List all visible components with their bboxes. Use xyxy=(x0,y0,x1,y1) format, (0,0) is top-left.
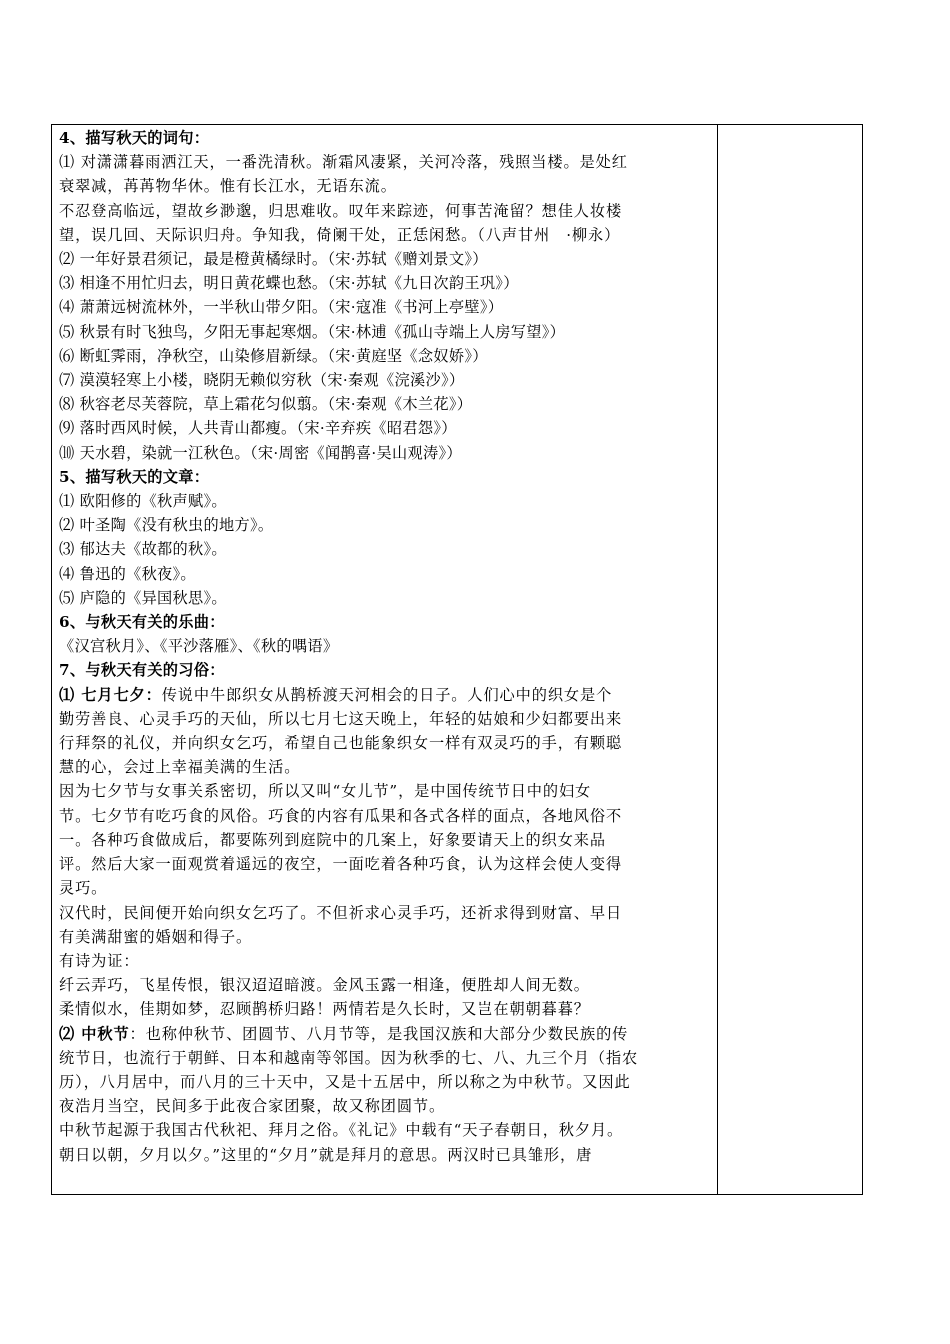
section-heading-7: 7、与秋天有关的习俗： xyxy=(59,661,225,680)
poem-line: 不忍登高临远，望故乡渺邈，归思难收。叹年来踪迹，何事苦淹留？想佳人妆楼 xyxy=(59,201,623,220)
zhongqiu-line: 朝日以朝，夕月以夕。”这里的“夕月”就是拜月的意思。两汉时已具雏形，唐 xyxy=(59,1145,593,1164)
poem-line: 望，误几回、天际识归舟。争知我，倚阑干处，正恁闲愁。（八声甘州 ·柳永） xyxy=(59,225,621,244)
qixi-line: 灵巧。 xyxy=(59,879,108,898)
qixi-line: 评。然后大家一面观赏着遥远的夜空，一面吃着各种巧食，认为这样会使人变得 xyxy=(59,855,623,874)
qixi-line: 柔情似水，佳期如梦，忍顾鹊桥归路！两情若是久长时，又岂在朝朝暮暮？ xyxy=(59,1000,590,1019)
qixi-line: 一。各种巧食做成后，都要陈列到庭院中的几案上，好象要请天上的织女来品 xyxy=(59,830,606,849)
qixi-line: 行拜祭的礼仪，并向织女乞巧，希望自己也能象织女一样有双灵巧的手，有颗聪 xyxy=(59,734,623,753)
zhongqiu-paragraph-start xyxy=(59,1022,713,1046)
qixi-line: 汉代时，民间便开始向织女乞巧了。不但祈求心灵手巧，还祈求得到财富、早日 xyxy=(59,903,623,922)
zhongqiu-line: 中秋节起源于我国古代秋祀、拜月之俗。《礼记》中载有“天子春朝日，秋夕月。 xyxy=(59,1121,624,1140)
verse-line: ⑻ 秋容老尽芙蓉院，草上霜花匀似翦。（宋·秦观《木兰花》） xyxy=(59,395,473,414)
verse-line: ⑹ 断虹霁雨，净秋空，山染修眉新绿。（宋·黄庭坚《念奴娇》） xyxy=(59,346,488,365)
section-heading-4: 4、描写秋天的词句： xyxy=(59,129,210,147)
content-cell xyxy=(52,125,718,1194)
zhongqiu-line: 夜浩月当空，民间多于此夜合家团聚，故又称团圆节。 xyxy=(59,1097,446,1116)
qixi-first-text: 传说中牛郎织女从鹊桥渡天河相会的日子。人们心中的织女是个 xyxy=(161,685,613,704)
qixi-paragraph-start xyxy=(59,683,713,707)
verse-line: ⑸ 秋景有时飞独鸟，夕阳无事起寒烟。（宋·林逋《孤山寺端上人房写望》） xyxy=(59,322,566,341)
zhongqiu-first-text: ：也称仲秋节、团圆节、八月节等，是我国汉族和大部分少数民族的传 xyxy=(129,1024,629,1043)
zhongqiu-line: 历），八月居中，而八月的三十天中，又是十五居中，所以称之为中秋节。又因此 xyxy=(59,1072,631,1091)
article-line: ⑶ 郁达夫《故都的秋》。 xyxy=(59,540,227,559)
article-line: ⑸ 庐隐的《异国秋思》。 xyxy=(59,588,227,607)
side-cell xyxy=(718,125,862,1194)
verse-line: ⑷ 萧萧远树流林外，一半秋山带夕阳。（宋·寇准《书河上亭壁》） xyxy=(59,298,504,317)
qixi-line: 节。七夕节有吃巧食的风俗。巧食的内容有瓜果和各式各样的面点，各地风俗不 xyxy=(59,806,623,825)
section-heading-6: 6、与秋天有关的乐曲： xyxy=(59,613,225,632)
qixi-line: 勤劳善良、心灵手巧的天仙，所以七月七这天晚上，年轻的姑娘和少妇都要出来 xyxy=(59,709,623,728)
qixi-line: 慧的心，会过上幸福美满的生活。 xyxy=(59,758,301,777)
qixi-line: 有诗为证： xyxy=(59,951,140,970)
verse-line: ⑶ 相逢不用忙归去，明日黄花蝶也愁。（宋·苏轼《九日次韵王巩》） xyxy=(59,274,519,293)
poem-line: 衰翠减，苒苒物华休。惟有长江水，无语东流。 xyxy=(59,177,397,196)
music-line: 《汉宫秋月》、《平沙落雁》、《秋的喁语》 xyxy=(59,637,339,656)
qixi-label: ⑴ 七月七夕： xyxy=(59,685,162,704)
zhongqiu-label: ⑵ 中秋节 xyxy=(59,1024,130,1043)
verse-line: ⑵ 一年好景君须记，最是橙黄橘绿时。（宋·苏轼《赠刘景文》） xyxy=(59,250,488,269)
article-line: ⑴ 欧阳修的《秋声赋》。 xyxy=(59,492,227,511)
document-table xyxy=(51,124,863,1195)
qixi-line: 纤云弄巧，飞星传恨，银汉迢迢暗渡。金风玉露一相逢，便胜却人间无数。 xyxy=(59,976,590,995)
article-line: ⑷ 鲁迅的《秋夜》。 xyxy=(59,564,196,583)
qixi-line: 有美满甜蜜的婚姻和得子。 xyxy=(59,927,253,946)
poem-line: ⑴ 对潇潇暮雨洒江天，一番洗清秋。渐霜风凄紧，关河冷落，残照当楼。是处红 xyxy=(59,153,628,172)
verse-line: ⑽ 天水碧，染就一江秋色。（宋·周密《闻鹊喜·吴山观涛》） xyxy=(59,443,462,462)
verse-line: ⑼ 落时西风时候，人共青山都瘦。（宋·辛弃疾《昭君怨》） xyxy=(59,419,457,438)
section-heading-5: 5、描写秋天的文章： xyxy=(59,467,210,486)
qixi-line: 因为七夕节与女事关系密切，所以又叫“女儿节”，是中国传统节日中的妇女 xyxy=(59,782,592,801)
verse-line: ⑺ 漠漠轻寒上小楼，晓阴无赖似穷秋（宋·秦观《浣溪沙》） xyxy=(59,371,465,390)
zhongqiu-line: 统节日，也流行于朝鲜、日本和越南等邻国。因为秋季的七、八、九三个月（指农 xyxy=(59,1048,639,1067)
article-line: ⑵ 叶圣陶《没有秋虫的地方》。 xyxy=(59,516,274,535)
